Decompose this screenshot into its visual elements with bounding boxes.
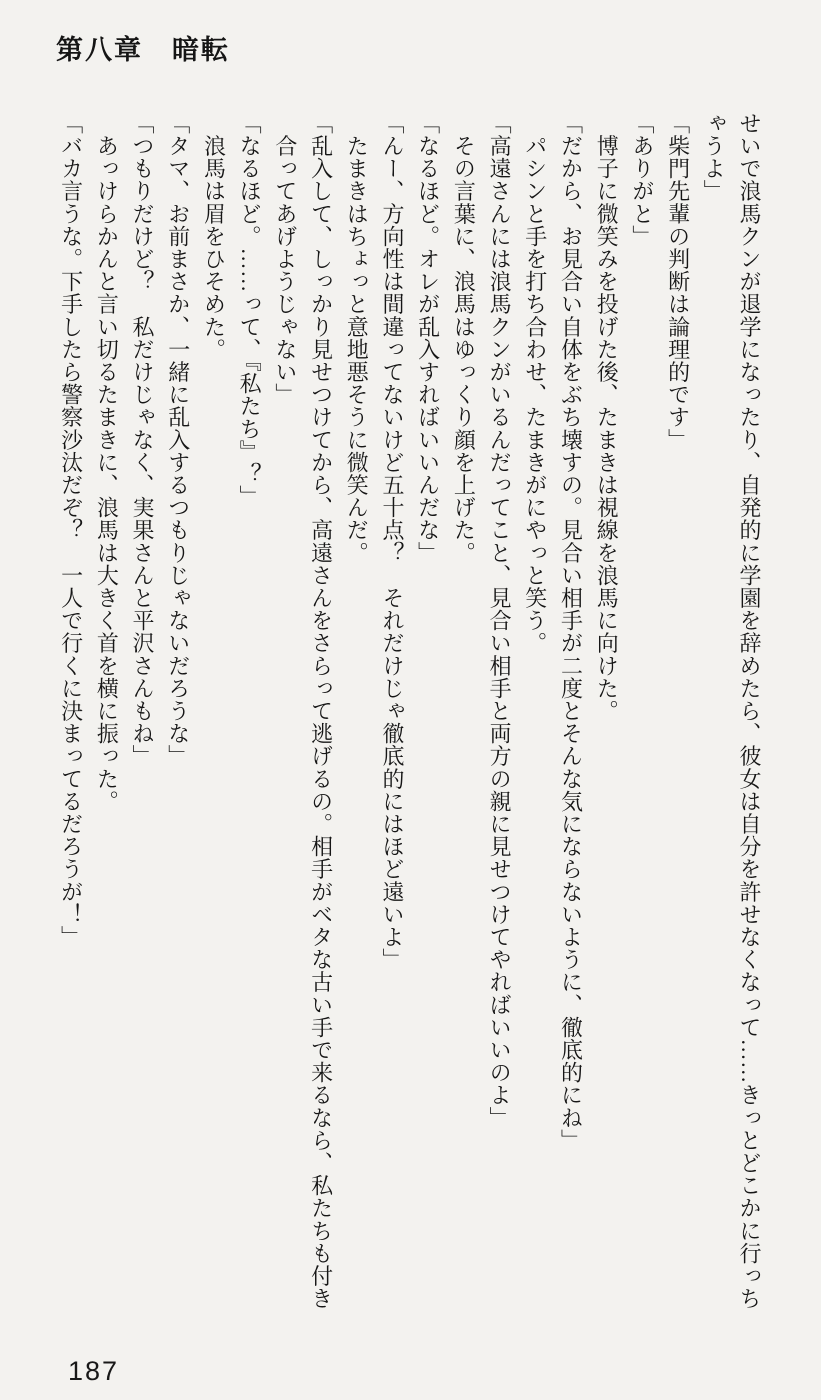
text-line: 「バカ言うな。下手したら警察沙汰だぞ？ 一人で行くに決まってるだろうが！」 (58, 112, 84, 949)
text-line: たまきはちょっと意地悪そうに微笑んだ。 (344, 112, 370, 564)
text-line: 「なるほど。……って、『私たち』？」 (237, 112, 263, 508)
page-number: 187 (68, 1356, 120, 1386)
text-line: パシンと手を打ち合わせ、たまきがにやっと笑う。 (522, 112, 548, 655)
text-line: 「ありがと」 (629, 112, 655, 248)
text-line: 「つもりだけど？ 私だけじゃなく、実果さんと平沢さんもね」 (130, 112, 156, 768)
text-line: 「なるほど。オレが乱入すればいいんだな」 (415, 112, 441, 564)
text-line: 「乱入して、しっかり見せつけてから、高遠さんをさらって逃げるの。相手がベタな古い手で来るなら、私たちも付き (308, 112, 334, 1310)
text-line: 「タマ、お前まさか、一緒に乱入するつもりじゃないだろうな」 (165, 112, 191, 768)
text-line: その言葉に、浪馬はゆっくり顔を上げた。 (451, 112, 477, 564)
body-text (53, 112, 767, 1312)
text-line: 博子に微笑みを投げた後、たまきは視線を浪馬に向けた。 (594, 112, 620, 723)
text-line: 合ってあげようじゃない」 (272, 112, 298, 406)
text-line: せいで浪馬クンが退学になったり、自発的に学園を辞めたら、彼女は自分を許せなくなって……きっとどこかに行っち (737, 112, 762, 1310)
text-line: 浪馬は眉をひそめた。 (201, 112, 227, 361)
text-line: 「柴門先輩の判断は論理的です」 (665, 112, 691, 451)
text-line: ゃうよ」 (701, 112, 727, 203)
text-line: あっけらかんと言い切るたまきに、浪馬は大きく首を横に振った。 (94, 112, 120, 813)
text-line: 「高遠さんには浪馬クンがいるんだってこと、見合い相手と両方の親に見せつけてやればいいのよ」 (487, 112, 513, 1129)
text-line: 「だから、お見合い自体をぶち壊すの。見合い相手が二度とそんな気にならないように、徹底的にね」 (558, 112, 584, 1152)
text-line: 「んー、方向性は間違ってないけど五十点？ それだけじゃ徹底的にはほど遠いよ」 (379, 112, 405, 971)
chapter-heading: 第八章 暗転 (56, 35, 230, 65)
